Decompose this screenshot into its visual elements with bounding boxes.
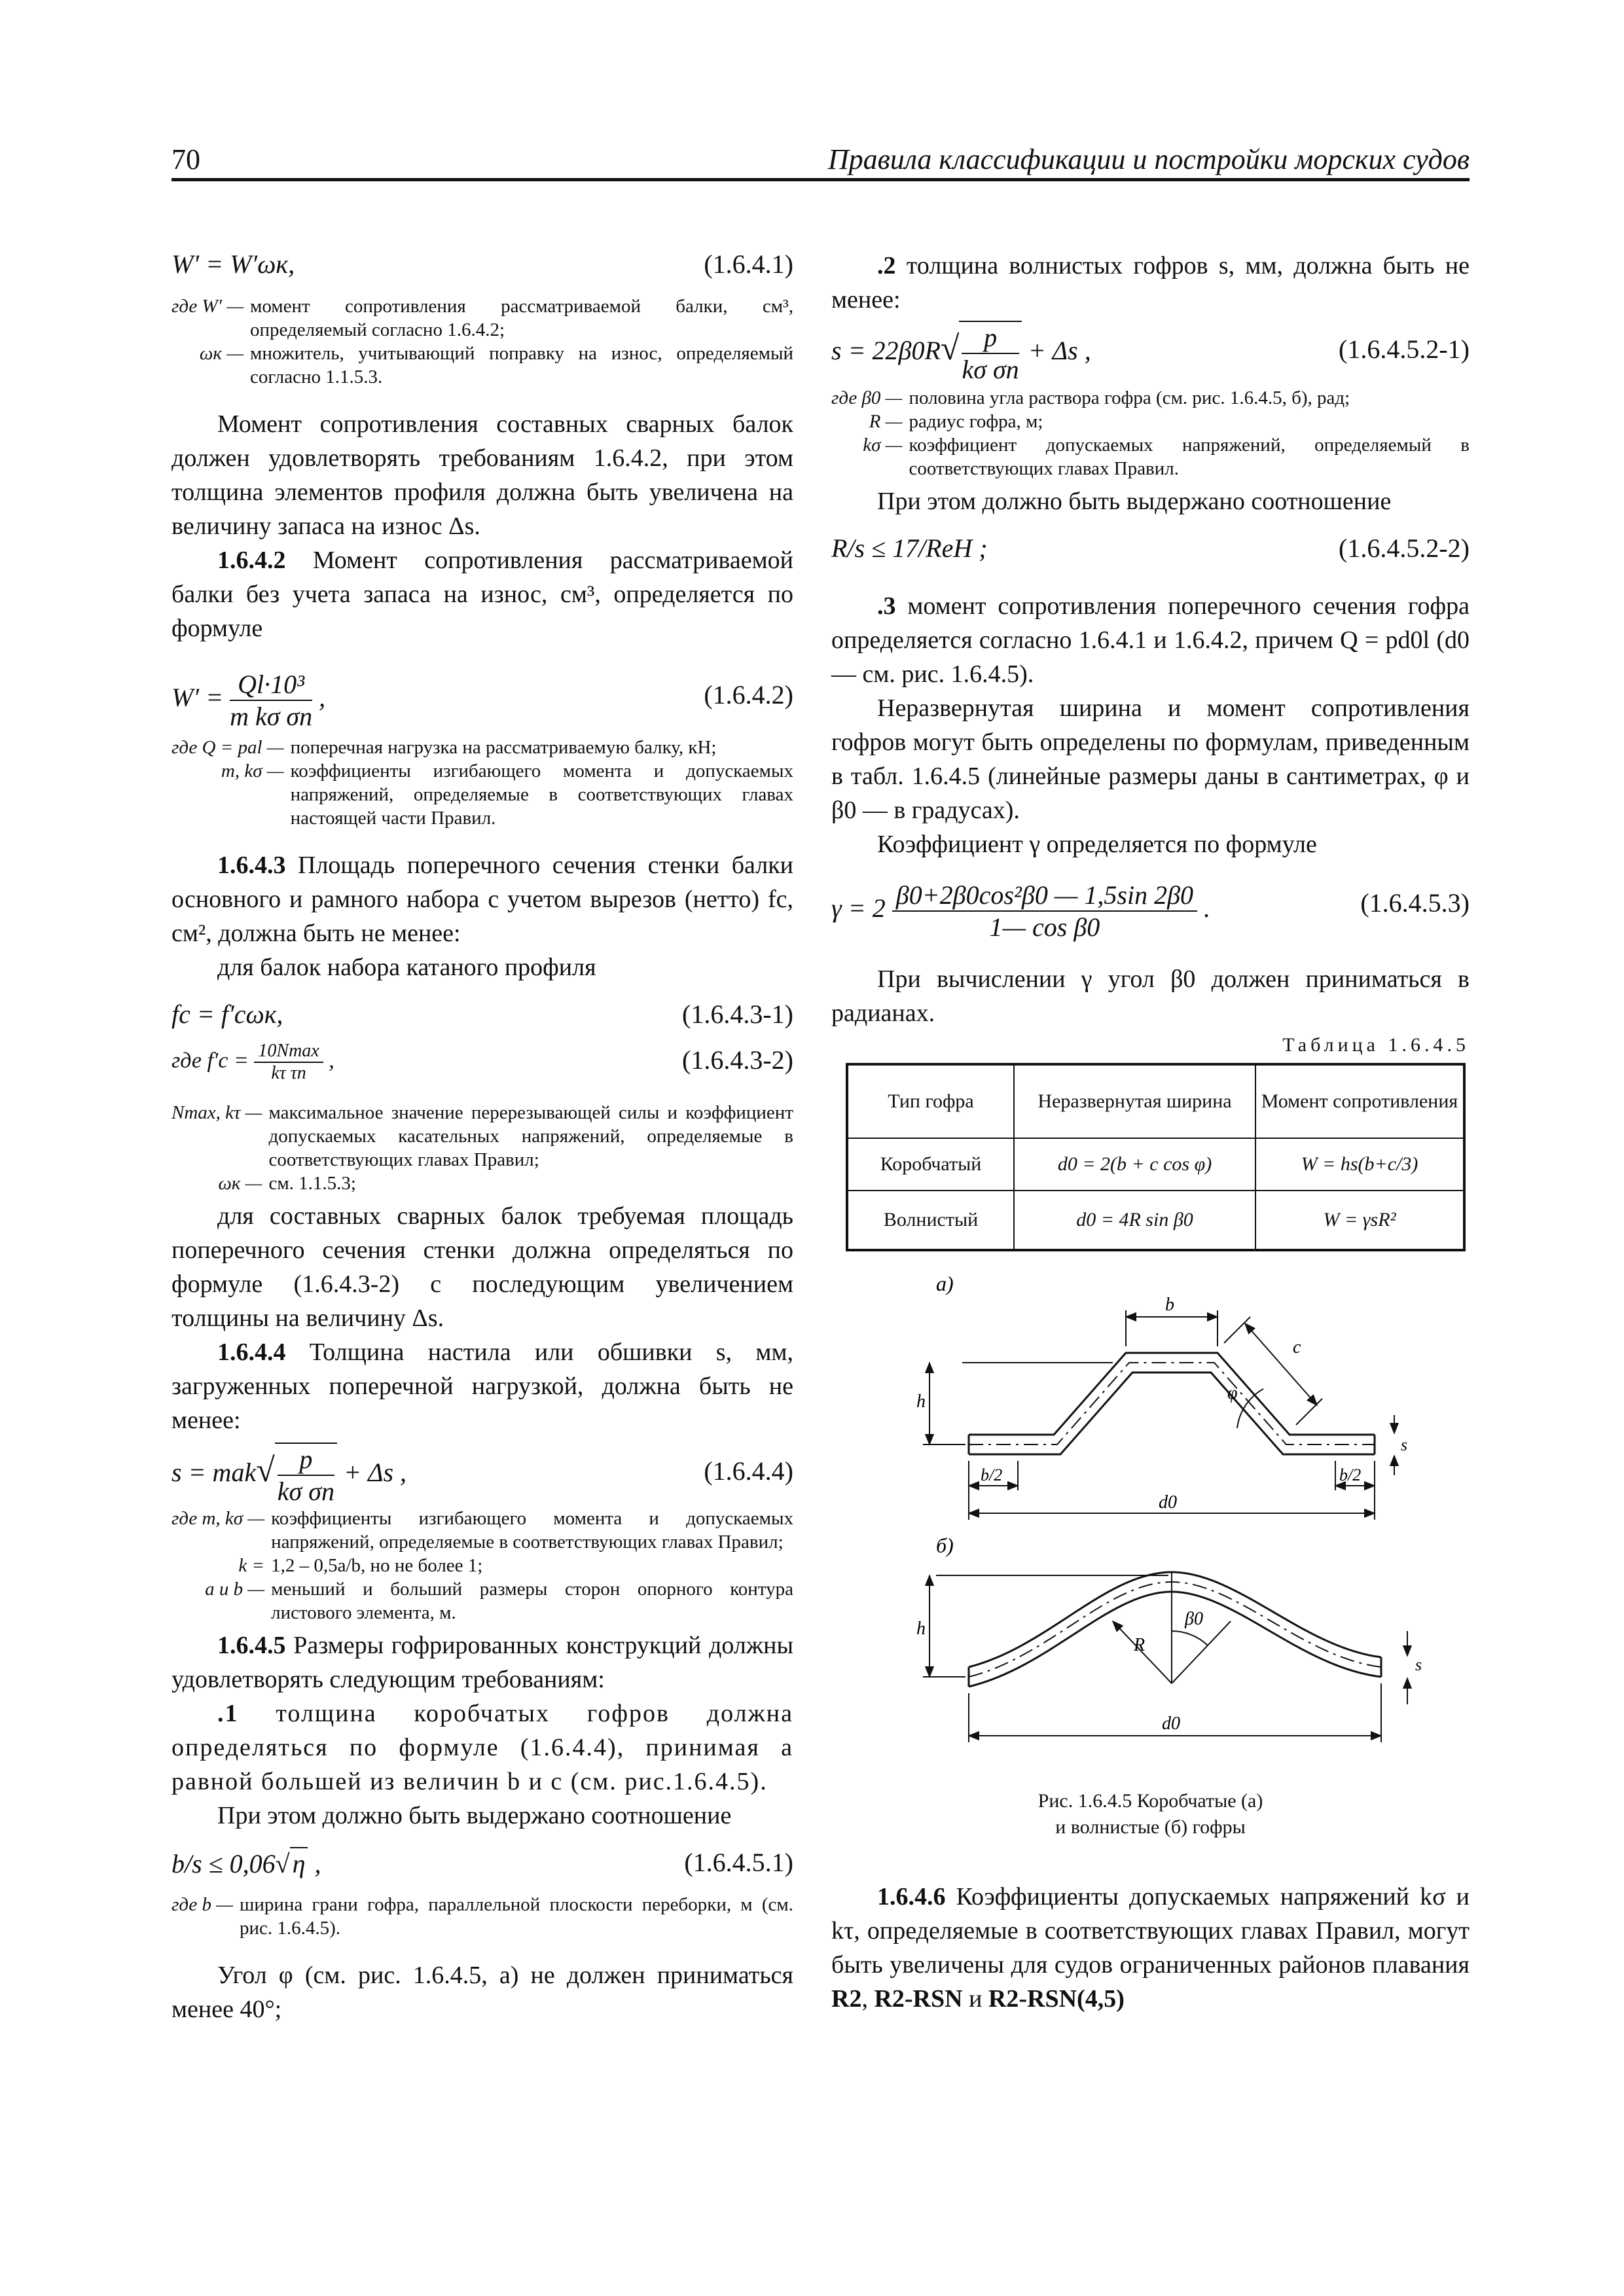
paragraph: для балок набора катаного профиля (217, 954, 596, 981)
dim-s-wave: s (1415, 1655, 1422, 1674)
figure-caption: Рис. 1.6.4.5 Коробчатые (а) и волнистые (б) гофры (1038, 1790, 1263, 1838)
dim-R: R (1134, 1635, 1146, 1655)
equation-number: (1.6.4.5.2-2) (1339, 533, 1470, 563)
table-header-cell: Неразвернутая ширина (1014, 1064, 1255, 1138)
equation-1-6-4-3-2: где f′c = $\frac{10Nmax}{\text{kτ τn}}$ , (1.6.4.3-2) (171, 1041, 793, 1083)
definitions-1-6-4-2: где Q = pal — поперечная нагрузка на рассматриваемую балку, кН; m, kσ — коэффициенты изгибающего момента и допускаемых напряжений, определяемые в соответствующих главах настоящей части Правил. (171, 737, 793, 829)
table-row (847, 1138, 1464, 1191)
dim-b-half-left: b/2 (981, 1465, 1003, 1484)
equation-1-6-4-1: W′ = W′ωк, (1.6.4.1) (171, 249, 793, 279)
wave-corrugation-profile (969, 1572, 1381, 1687)
table-caption: Таблица 1.6.4.5 (1282, 1034, 1470, 1056)
equation-number: (1.6.4.5.1) (684, 1848, 793, 1877)
paragraph: Угол φ (см. рис. 1.6.4.5, а) не должен приниматься менее 40°; (171, 1962, 793, 2023)
paragraph-1-6-4-4: 1.6.4.4 Толщина настила или обшивки s, мм, загруженных поперечной нагрузкой, должна быть не менее: (171, 1338, 793, 1434)
right-column (831, 249, 1470, 2016)
header-rule (171, 178, 1470, 181)
left-column (171, 249, 793, 2026)
dim-d0: d0 (1159, 1492, 1177, 1513)
dim-h-wave: h (916, 1619, 926, 1639)
table-row (847, 1191, 1464, 1250)
equation-number: (1.6.4.2) (704, 680, 793, 709)
dim-b: b (1165, 1295, 1174, 1315)
equation-number: (1.6.4.1) (704, 249, 793, 279)
running-title: Правила классификации и постройки морских судов (827, 143, 1470, 175)
paragraph-1-6-4-6: 1.6.4.6 Коэффициенты допускаемых напряжений kσ и kτ, определяемые в соответствующих главах Правил, могут быть увеличены для судов ограниченных районов плавания R2, R2-RSN и R2-RSN(4,5) (831, 1883, 1470, 2013)
equation-number: (1.6.4.3-2) (682, 1045, 793, 1075)
paragraph: При этом должно быть выдержано соотношение (217, 1802, 732, 1829)
box-corrugation-profile (969, 1353, 1375, 1454)
paragraph-1-6-4-5: 1.6.4.5 Размеры гофрированных конструкций должны удовлетворять следующим требованиям: (171, 1632, 793, 1693)
equation-number: (1.6.4.3-1) (682, 999, 793, 1029)
table-header-row (847, 1064, 1464, 1138)
dim-s: s (1401, 1435, 1408, 1454)
equation-1-6-4-3-1: fc = f′cωк, (1.6.4.3-1) (171, 999, 793, 1029)
dim-phi: φ (1227, 1383, 1238, 1403)
definitions-1-6-4-3: Nmax, kτ — максимальное значение перерезывающей силы и коэффициент допускаемых касательных напряжений, определяемые в соответствующих главах Правил; ωк — см. 1.1.5.3; (171, 1102, 793, 1194)
dim-b-half-right: b/2 (1339, 1465, 1362, 1484)
paragraph-1-6-4-5-1: .1 толщина коробчатых гофров должна определяться по формуле (1.6.4.4), принимая a равной большей из величин b и c (см. рис.1.6.4.5). (171, 1700, 793, 1795)
equation-1-6-4-5-3: γ = 2 $\frac{\text{β0+2β0cos²β0 — 1,5sin 2β0}}{\text{1— cos β0}}$ . (1.6.4.5.3) (831, 880, 1470, 942)
equation-1-6-4-5-2-2: R/s ≤ 17/ReH ; (1.6.4.5.2-2) (831, 533, 1470, 563)
paragraph: Момент сопротивления составных сварных балок должен удовлетворять требованиям 1.6.4.2, при этом толщина элементов профиля должна быть увеличена на величину запаса на износ Δs. (171, 410, 793, 540)
definitions-1-6-4-1: где W′ — момент сопротивления рассматриваемой балки, см³, определяемый согласно 1.6.4.2; ωк — множитель, учитывающий поправку на износ, определяемый согласно 1.1.5.3. (171, 296, 793, 387)
paragraph-1-6-4-5-2: .2 толщина волнистых гофров s, мм, должна быть не менее: (831, 252, 1470, 314)
table-cell: d0 = 4R sin β0 (1014, 1191, 1255, 1250)
equation-number: (1.6.4.5.3) (1360, 888, 1470, 918)
paragraph: для составных сварных балок требуемая площадь поперечного сечения стенки должна определяться по формуле (1.6.4.3-2) с последующим увеличением толщины на величину Δs. (171, 1202, 793, 1332)
equation-1-6-4-5-2-1: s = 22β0R√ $\frac{p}{\text{kσ σn}}$ + Δs , (1.6.4.5.2-1) (831, 317, 1470, 382)
definitions-1-6-4-4: где m, kσ — коэффициенты изгибающего момента и допускаемых напряжений, определяемые в соответствующих главах Правил; k = 1,2 – 0,5a/b, но не более 1; a и b — меньший и больший размеры сторон опорного контура листового элемента, м. (171, 1508, 793, 1623)
definitions-1-6-4-5-2: где β0 — половина угла раствора гофра (см. рис. 1.6.4.5, б), рад; R — радиус гофра, м; kσ — коэффициент допускаемых напряжений, определяемый в соответствующих главах Правил. (831, 387, 1470, 479)
page-number: 70 (171, 143, 200, 175)
table-header-cell: Тип гофра (847, 1064, 1014, 1138)
dim-d0-wave: d0 (1162, 1713, 1180, 1734)
table-cell: W = hs(b+c/3) (1255, 1138, 1464, 1191)
table-1-6-4-5 (846, 1063, 1466, 1251)
equation-1-6-4-5-1: b/s ≤ 0,06√ η , (1.6.4.5.1) (171, 1848, 793, 1878)
paragraph: Коэффициент γ определяется по формуле (877, 831, 1317, 858)
dim-beta0: β0 (1185, 1609, 1203, 1629)
equation-number: (1.6.4.5.2-1) (1339, 334, 1470, 364)
equation-number: (1.6.4.4) (704, 1456, 793, 1486)
corrugation-figure (831, 1265, 1470, 1788)
table-cell: Волнистый (847, 1191, 1014, 1250)
table-cell: d0 = 2(b + c cos φ) (1014, 1138, 1255, 1191)
paragraph-1-6-4-2: 1.6.4.2 Момент сопротивления рассматриваемой балки без учета запаса на износ, см³, определяется по формуле (171, 547, 793, 642)
table-cell: Коробчатый (847, 1138, 1014, 1191)
equation-1-6-4-2: W′ = $\frac{\text{Ql·10³}}{\text{m kσ σn}}$ , (1.6.4.2) (171, 670, 793, 731)
dim-h: h (916, 1391, 926, 1412)
equation-1-6-4-4: s = mak√ $\frac{p}{\text{kσ σn}}$ + Δs , (1.6.4.4) (171, 1437, 793, 1503)
paragraph-1-6-4-5-3: .3 момент сопротивления поперечного сечения гофра определяется согласно 1.6.4.1 и 1.6.4.2, причем Q = pd0l (d0 — см. рис. 1.6.4.5). (831, 592, 1470, 688)
figure-label-b: б) (936, 1534, 954, 1557)
figure-label-a: а) (936, 1272, 954, 1295)
paragraph-1-6-4-3: 1.6.4.3 Площадь поперечного сечения стенки балки основного и рамного набора с учетом вырезов (нетто) fc, см², должна быть не менее: (171, 852, 793, 947)
table-cell: W = γsR² (1255, 1191, 1464, 1250)
paragraph: При вычислении γ угол β0 должен приниматься в радианах. (831, 965, 1470, 1027)
table-header-cell: Момент сопротивления (1255, 1064, 1464, 1138)
paragraph: При этом должно быть выдержано соотношение (877, 488, 1392, 515)
definitions-1-6-4-5-1: где b — ширина грани гофра, параллельной плоскости переборки, м (см. рис. 1.6.4.5). (171, 1894, 793, 1939)
paragraph: Неразвернутая ширина и момент сопротивления гофров могут быть определены по формулам, приведенным в табл. 1.6.4.5 (линейные размеры даны в сантиметрах, φ и β0 — в градусах). (831, 694, 1470, 824)
dim-c: c (1293, 1337, 1301, 1357)
